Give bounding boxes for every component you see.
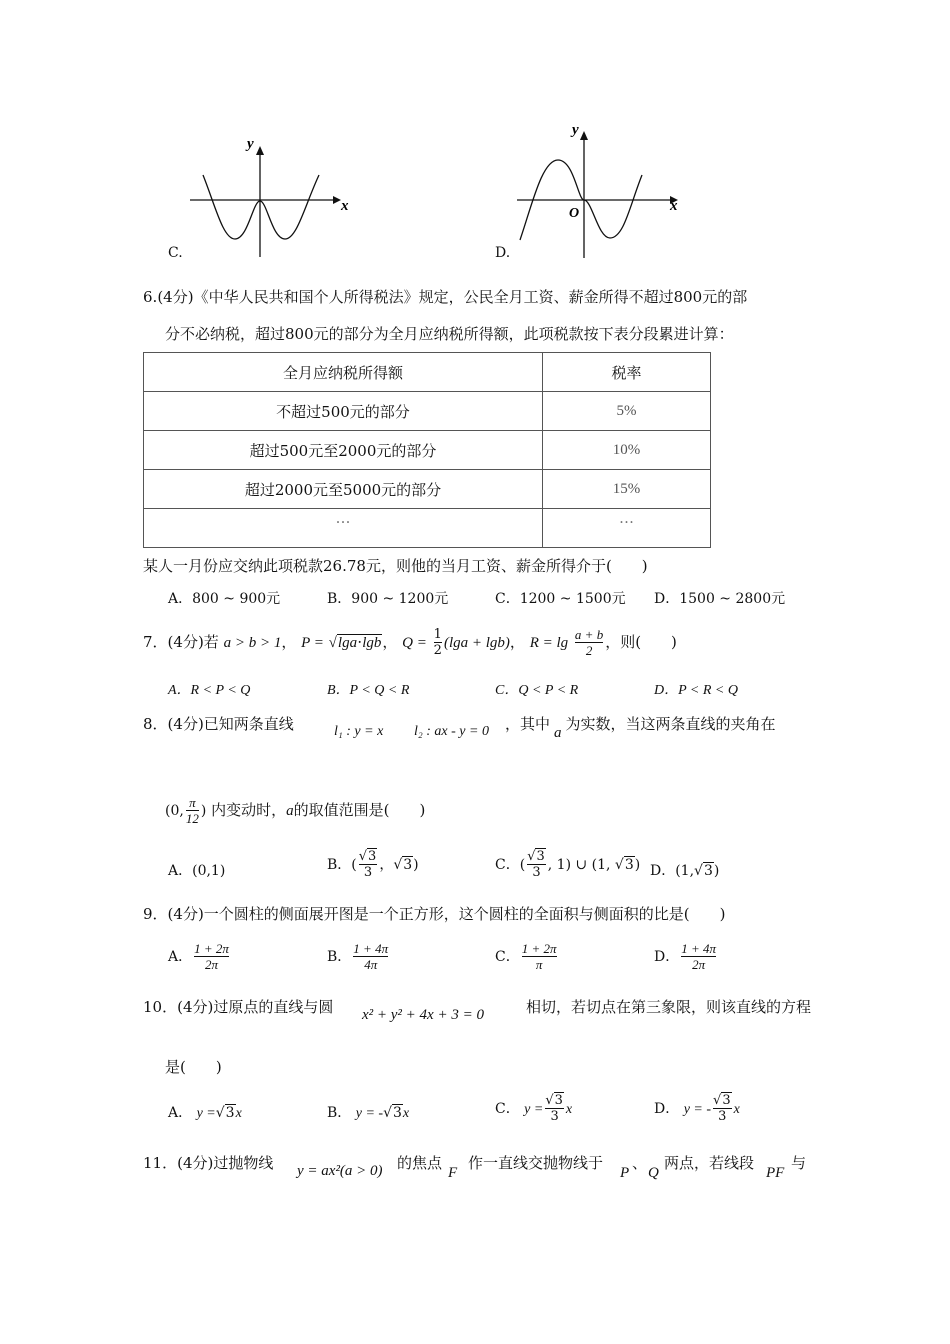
q10-option-d-fraction: [713, 1094, 732, 1123]
q8-option-c-sqrt3b: 3: [624, 857, 634, 873]
q9-option-fraction: [522, 942, 557, 971]
q10-option-c-sqrt3: 3: [554, 1093, 563, 1109]
q7-p-label: P =: [301, 635, 324, 651]
q9-option-label: B．: [327, 949, 352, 965]
q7-q-label: Q =: [402, 635, 427, 651]
q7-r-fraction: [575, 628, 603, 657]
q10-option-c-yeq: y =: [524, 1102, 544, 1117]
q7-option-c: C．Q < P < R: [495, 683, 579, 698]
q9-option-a: [168, 937, 231, 977]
q11-point-q: Q: [648, 1165, 659, 1181]
q10-line1-start: [143, 996, 333, 1017]
x-axis-arrow-icon: [333, 196, 341, 204]
q7-p-expr: lga⋅lgb: [337, 635, 382, 651]
q10-option-a-yeq: y =: [196, 1106, 216, 1121]
q9-option-den: π: [522, 956, 557, 972]
y-axis-label: y: [247, 136, 254, 152]
q9-option-den: 4π: [353, 956, 388, 972]
q10-number: 10．: [143, 998, 178, 1016]
q11-text4: 两点，若线段: [664, 1154, 755, 1172]
x-axis-label: x: [670, 198, 678, 214]
q9-option-den: 2π: [681, 956, 716, 972]
q8-interval-open: (0,: [165, 803, 184, 819]
x-axis-label: x: [341, 198, 349, 214]
q11-text2: 的焦点: [397, 1154, 443, 1172]
q10-option-a-label: A．: [168, 1105, 193, 1121]
q8-var-a2: a: [286, 803, 294, 819]
q9-option-den: 2π: [194, 956, 229, 972]
q6-line1: [143, 286, 747, 307]
table-row: [144, 470, 711, 509]
curve-c: [203, 175, 319, 239]
q10-option-c-num: √3: [545, 1093, 563, 1109]
q10-option-a: A． y =√3x: [168, 1105, 242, 1121]
q9-option-label: D．: [654, 949, 680, 965]
q11-point-p: P: [620, 1165, 630, 1181]
q8-text3: 为实数，当这两条直线的夹角在: [565, 715, 776, 733]
q8-line2: [165, 790, 425, 831]
q10-circle-eq: x² + y² + 4x + 3 = 0: [362, 1007, 484, 1023]
table-cell: 超过500元至2000元的部分: [144, 431, 543, 470]
q8-option-c-fraction: [527, 850, 546, 879]
q8-points: (4分): [167, 715, 204, 733]
q6-line2: 分不必纳税，超过800元的部分为全月应纳税所得额，此项税款按下表分段累进计算：: [165, 325, 734, 343]
table-cell: …: [543, 509, 711, 548]
q6-points: (4分): [157, 288, 194, 306]
q9-number: 9．: [143, 905, 168, 923]
q9-stem: [143, 903, 726, 924]
q10-option-a-x: x: [235, 1106, 242, 1121]
tax-table: [143, 352, 711, 548]
q8-text4: 内变动时，: [211, 801, 287, 819]
graph-option-c: [185, 135, 365, 260]
q8-option-b-num: √3: [358, 849, 377, 865]
q8-var-a: a: [554, 725, 562, 741]
q10-option-c: [495, 1089, 572, 1130]
q10-option-d: [654, 1089, 740, 1130]
q10-text2: 相切，若切点在第三象限，则该直线的方程: [526, 998, 812, 1016]
q7-r-num: a + b: [574, 627, 604, 643]
q8-option-d-pre: D．(1,: [650, 863, 695, 879]
q10-option-b: B． y = -√3x: [327, 1105, 410, 1121]
q8-pi-fraction: [186, 796, 199, 825]
q8-line1-tail: [505, 713, 776, 741]
q7-r-label: R = lg: [529, 635, 569, 651]
table-cell: 不超过500元的部分: [144, 392, 543, 431]
q8-option-b-sqrt3: 3: [368, 849, 377, 865]
q7-q-num: 1: [433, 627, 442, 643]
q10-option-c-den: 3: [545, 1108, 564, 1124]
q11-focus-f: F: [448, 1165, 458, 1181]
q8-option-b-pre: B．(: [327, 857, 357, 873]
graph-option-d: [512, 120, 692, 260]
q8-pi: π: [189, 795, 196, 811]
q8-text1: 已知两条直线: [203, 715, 294, 733]
q10-option-d-yeq: y = -: [683, 1102, 712, 1117]
q7-r-den: 2: [575, 642, 603, 658]
q9-option-num: 1 + 2π: [194, 941, 229, 957]
q8-text5: 的取值范围是( ): [293, 801, 426, 819]
q10-text3: 是( ): [165, 1058, 222, 1076]
q7-q-expr: (lga + lgb): [443, 635, 510, 651]
q7-option-b: B．P < Q < R: [327, 683, 410, 698]
y-axis-label: y: [572, 122, 579, 138]
q9-option-fraction: [353, 942, 388, 971]
q11-parabola: y = ax²(a > 0): [297, 1163, 383, 1179]
q6-option-a: A．800 ~ 900元: [168, 591, 281, 607]
q9-option-num: 1 + 4π: [681, 941, 717, 957]
q10-option-b-label: B．: [327, 1105, 352, 1121]
q10-option-d-sqrt3: 3: [722, 1093, 731, 1109]
q8-line-l1: l₁ : y = x: [334, 724, 384, 739]
q8-option-b-den: 3: [359, 864, 378, 880]
q9-option-c: [495, 937, 559, 977]
q7-sqrt-icon: √: [328, 635, 337, 651]
q8-twelve: 12: [185, 811, 199, 826]
q7-if: 若: [203, 633, 219, 651]
q8-option-b-sqrt-icon: √: [393, 857, 403, 873]
q10-option-d-x: x: [733, 1102, 740, 1117]
q8-option-c-den: 3: [527, 864, 546, 880]
q9-option-num: 1 + 2π: [521, 941, 557, 957]
table-cell: 5%: [543, 392, 711, 431]
q9-option-d: [654, 937, 718, 977]
q10-option-d-label: D．: [654, 1101, 680, 1117]
q10-points: (4分): [177, 998, 214, 1016]
q8-option-d-sqrt3: 3: [703, 863, 713, 879]
q9-option-b: [327, 937, 390, 977]
q10-option-d-num: √3: [713, 1093, 731, 1109]
q9-option-fraction: [194, 942, 229, 971]
q10-option-b-x: x: [402, 1106, 410, 1121]
y-axis-arrow-icon: [580, 131, 588, 140]
q9-points: (4分): [167, 905, 204, 923]
q8-interval-close: ): [200, 803, 207, 819]
q11-start: [143, 1152, 273, 1173]
q8-line-l2: l₂ : ax - y = 0: [414, 724, 489, 739]
table-cell: 15%: [543, 470, 711, 509]
q8-option-b: B．( $\frac{√3}{3}$ ，√3): [327, 849, 419, 880]
table-row: [144, 431, 711, 470]
q8-option-a: A．(0,1): [168, 863, 226, 879]
q8-number: 8．: [143, 715, 168, 733]
q7-q-fraction: [434, 628, 442, 657]
q7-stem: 7．(4分)若 a > b > 1， P = √lga⋅lgb， Q = $\frac{1}{2}$ (lga + lgb)， R = lg $\frac{a + b}{2}$ ，则( ): [143, 627, 677, 658]
q6-text1: 《中华人民共和国个人所得税法》规定，公民全月工资、薪金所得不超过800元的部: [193, 288, 748, 306]
q7-tail: ，则( ): [605, 633, 677, 651]
q7-option-a: A．R < P < Q: [168, 683, 251, 698]
q9-option-num: 1 + 4π: [353, 941, 389, 957]
q11-number: 11．: [143, 1154, 178, 1172]
q9-text: 一个圆柱的侧面展开图是一个正方形，这个圆柱的全面积与侧面积的比是( ): [203, 905, 726, 923]
q6-option-d: D．1500 ~ 2800元: [654, 591, 786, 607]
option-c-label: C.: [168, 245, 183, 261]
q11-segment-pf: PF: [766, 1165, 785, 1181]
q8-option-c-num: √3: [527, 849, 545, 865]
q8-option-c: C．( $\frac{√3}{3}$ , 1) ∪ (1, √3): [495, 849, 641, 880]
q8-line1: [143, 713, 294, 734]
q6-number: 6.: [143, 288, 158, 306]
q8-option-d: D．(1,√3): [650, 863, 720, 879]
q8-option-c-sqrt3: 3: [536, 849, 545, 865]
q10-option-c-label: C．: [495, 1101, 520, 1117]
table-header-row: [144, 353, 711, 392]
q8-option-b-fraction: [359, 850, 378, 879]
table-header: 税率: [543, 353, 711, 392]
option-d-label: D.: [495, 245, 511, 261]
y-axis-arrow-icon: [256, 146, 264, 155]
q6-question: 某人一月份应交纳此项税款26.78元，则他的当月工资、薪金所得介于( ): [143, 557, 648, 575]
table-cell: 10%: [543, 431, 711, 470]
q8-text2: ，其中: [505, 715, 551, 733]
q7-q-den: 2: [433, 643, 442, 658]
q10-option-c-x: x: [565, 1102, 573, 1117]
q10-text1: 过原点的直线与圆: [213, 998, 334, 1016]
q8-option-b-sqrt3b: 3: [403, 857, 413, 873]
table-cell: …: [144, 509, 543, 548]
q7-number: 7．: [143, 633, 168, 651]
table-cell: 超过2000元至5000元的部分: [144, 470, 543, 509]
q7-condition: a > b > 1: [223, 635, 282, 651]
q7-option-d: D．P < R < Q: [654, 683, 738, 698]
q10-option-b-sqrt3: 3: [393, 1105, 402, 1121]
origin-label: O: [569, 206, 580, 221]
q9-option-label: C．: [495, 949, 520, 965]
table-row: [144, 509, 711, 548]
q7-points: (4分): [167, 633, 204, 651]
q10-option-b-yeq: y = -: [355, 1106, 384, 1121]
q11-text3: 作一直线交抛物线于: [468, 1154, 604, 1172]
q9-option-label: A．: [168, 949, 193, 965]
q10-option-c-fraction: [545, 1094, 564, 1123]
table-row: [144, 392, 711, 431]
table-header: 全月应纳税所得额: [144, 353, 543, 392]
q10-option-a-sqrt3: 3: [225, 1105, 235, 1121]
q9-option-fraction: [681, 942, 716, 971]
q11-text5: 与: [791, 1154, 807, 1172]
q10-option-d-den: 3: [713, 1108, 732, 1124]
q6-option-c: C．1200 ~ 1500元: [495, 591, 626, 607]
q11-points: (4分): [177, 1154, 214, 1172]
q11-text1: 过抛物线: [213, 1154, 274, 1172]
q8-option-c-pre: C．(: [495, 857, 526, 873]
q6-option-b: B．900 ~ 1200元: [327, 591, 449, 607]
q11-sep: 、: [632, 1154, 648, 1172]
